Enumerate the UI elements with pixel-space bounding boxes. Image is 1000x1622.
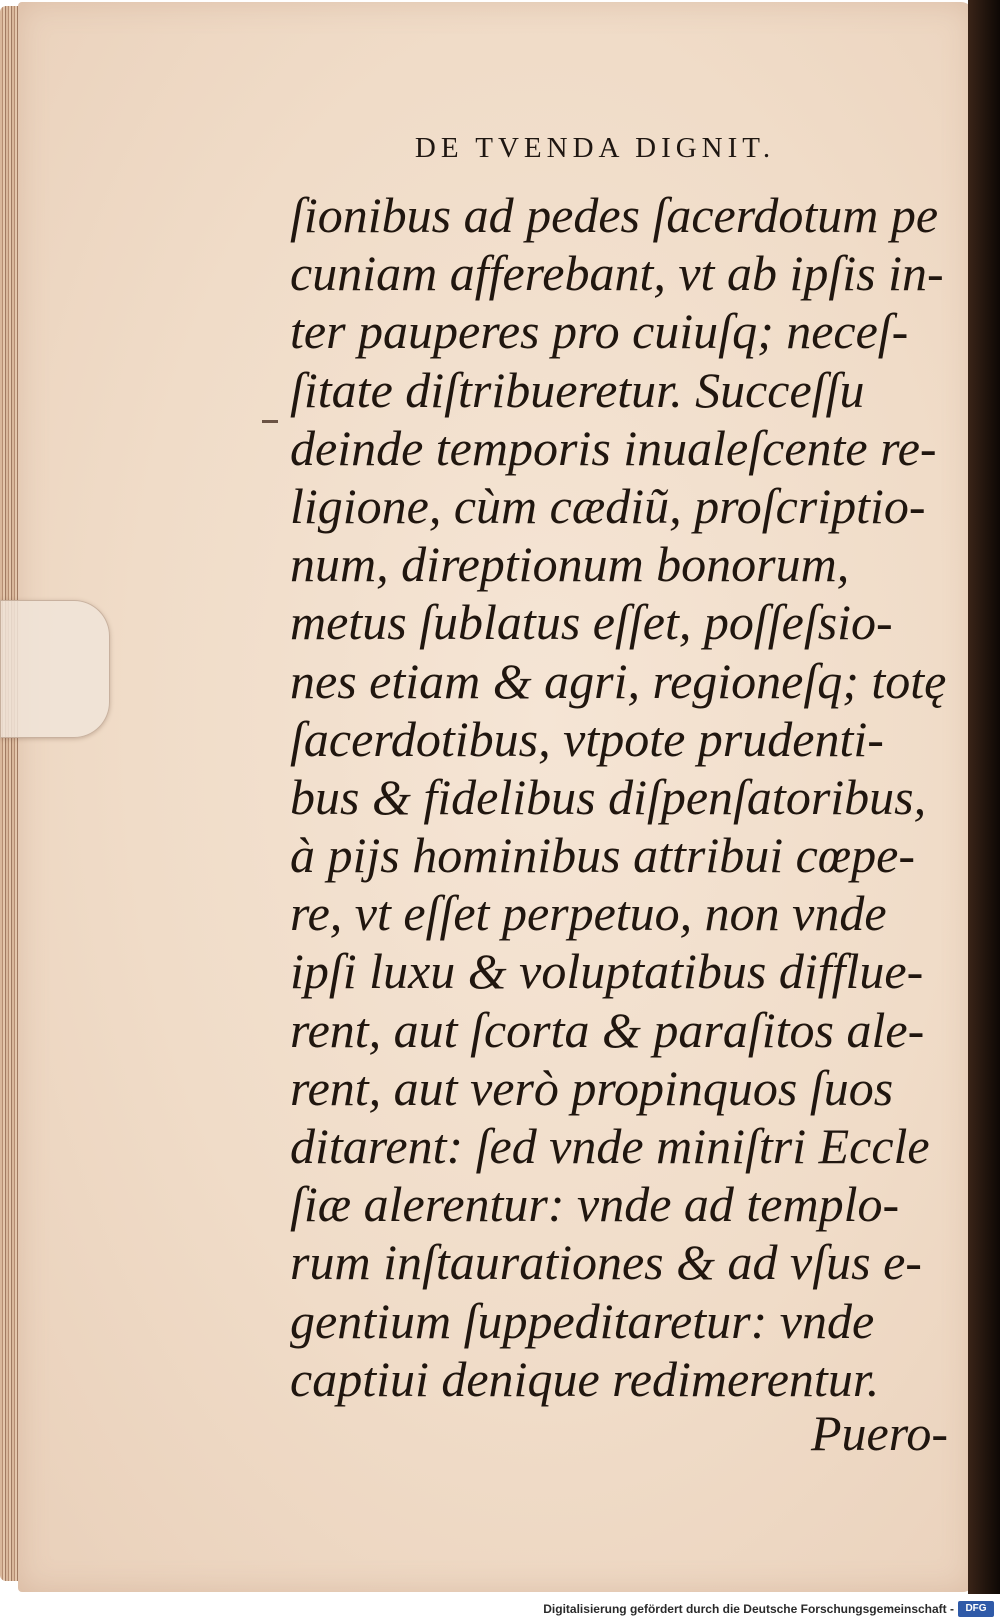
text-line: rent, aut verò propinquos ſuos <box>290 1059 894 1116</box>
text-line: re, vt eſſet perpetuo, non vnde <box>290 885 887 942</box>
text-line: ſitate diſtribueretur. Succeſſu <box>290 361 865 418</box>
catchword: Puero- <box>811 1405 948 1461</box>
text-line: ſionibus ad pedes ſacerdotum pe <box>290 187 939 243</box>
text-line: ſiæ alerentur: vnde ad templo- <box>290 1176 900 1233</box>
running-head: DE TVENDA DIGNIT. <box>414 132 776 164</box>
text-line: rent, aut ſcorta & paraſitos ale- <box>290 1001 925 1058</box>
text-line: ter pauperes pro cuiuſq; neceſ- <box>290 303 909 360</box>
text-line: ſacerdotibus, vtpote prudenti- <box>290 710 884 767</box>
book-gutter <box>968 0 1000 1622</box>
text-line: metus ſublatus eſſet, poſſeſsio- <box>290 594 893 651</box>
text-line: nes etiam & agri, regioneſq; totę <box>290 652 947 709</box>
text-line: à pijs hominibus attribui cœpe- <box>290 827 915 884</box>
text-line: ipſi luxu & voluptatibus diffluе- <box>290 943 924 1000</box>
footer-bar <box>0 1594 1000 1622</box>
text-line: ligione, cùm cædiũ, proſcriptio- <box>290 477 926 534</box>
text-line: rum inſtaurationes & ad vſus e- <box>290 1234 922 1291</box>
body-text <box>290 186 947 1408</box>
margin-mark <box>262 420 278 423</box>
text-line: gentium ſuppeditaretur: vnde <box>290 1292 875 1349</box>
page-marker-clip <box>0 600 110 738</box>
text-line: captiui denique redimerentur. <box>290 1350 880 1407</box>
text-line: deinde temporis inualeſcente re- <box>290 419 937 476</box>
text-line: ditarent: ſed vnde miniſtri Eccle <box>290 1118 930 1174</box>
dfg-logo: DFG <box>958 1601 994 1617</box>
text-line: bus & fidelibus diſpenſatoribus, <box>290 768 927 825</box>
text-line: cuniam afferebant, vt ab ipſis in- <box>290 245 944 302</box>
funding-credit: Digitalisierung gefördert durch die Deutsche Forschungsgemeinschaft - <box>543 1602 954 1616</box>
text-line: num, direptionum bonorum, <box>290 536 850 593</box>
